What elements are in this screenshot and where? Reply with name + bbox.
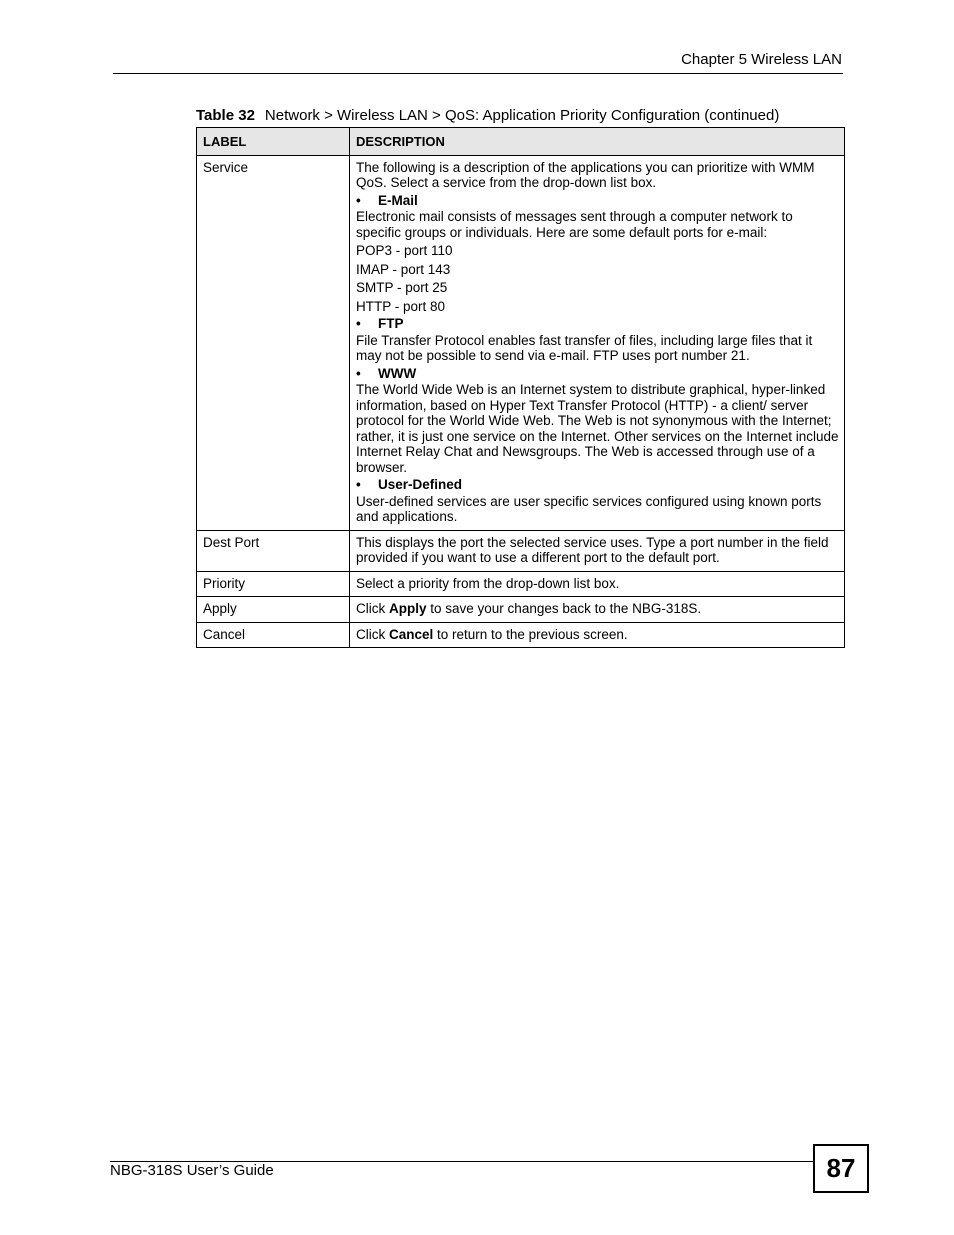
bullet-dot: • — [356, 365, 361, 381]
chapter-header: Chapter 5 Wireless LAN — [681, 51, 842, 68]
row-label-priority: Priority — [197, 571, 350, 597]
description-table — [196, 127, 845, 648]
apply-keyword: Apply — [389, 601, 427, 616]
page-number: 87 — [813, 1144, 869, 1193]
cancel-keyword: Cancel — [389, 626, 434, 642]
apply-text-post: to save your changes back to the NBG-318S. — [426, 601, 702, 616]
table-row — [197, 597, 845, 623]
www-description: The World Wide Web is an Internet system to distribute graphical, hyper-linked information, based on Hyper Text Transfer Protocol (HTTP) - a client/ server protocol for the World Wide Web. The Web is not synonymous with the Internet; rather, it is just one service on the Internet. Other services on the Internet include Internet Relay Chat and Newsgroups. The Web is accessed through use of a browser. — [356, 382, 839, 475]
bullet-title-user-defined: User-Defined — [378, 477, 463, 492]
bullet-ftp — [356, 316, 839, 332]
row-description-cancel — [350, 622, 845, 648]
row-label-cancel: Cancel — [197, 622, 350, 648]
label-column-header: LABEL — [197, 128, 350, 156]
bullet-title-email: E-Mail — [378, 192, 418, 208]
bullet-user-defined — [356, 477, 839, 493]
bullet-dot: • — [356, 477, 361, 492]
port-item: HTTP - port 80 — [356, 298, 446, 314]
user-defined-description: User-defined services are user specific services configured using known ports and applications. — [356, 493, 822, 524]
bullet-dot: • — [356, 192, 361, 208]
header-divider — [113, 73, 843, 74]
port-item: SMTP - port 25 — [356, 280, 448, 295]
bullet-title-www: WWW — [378, 365, 417, 381]
ftp-description: File Transfer Protocol enables fast transfer of files, including large files that it may not be possible to send via e-mail. FTP uses port number 21. — [356, 332, 813, 363]
table-title: Network > Wireless LAN > QoS: Application Priority Configuration (continued) — [264, 107, 780, 124]
row-description-priority: Select a priority from the drop-down list box. — [350, 571, 845, 597]
apply-text-pre: Click — [356, 601, 389, 616]
bullet-www — [356, 366, 839, 382]
bullet-title-ftp: FTP — [378, 316, 404, 331]
email-description: Electronic mail consists of messages sent through a computer network to specific groups or individuals. Here are some default ports for e-mail: — [356, 209, 793, 240]
description-column-header: DESCRIPTION — [350, 128, 845, 156]
row-description-dest-port: This displays the port the selected service uses. Type a port number in the field provided if you want to use a different port to the default port. — [350, 530, 845, 571]
table-row — [197, 622, 845, 648]
table-row — [197, 571, 845, 597]
table-number: Table 32 — [196, 107, 255, 124]
cancel-text-pre: Click — [356, 626, 389, 642]
row-description-service — [350, 155, 845, 530]
row-label-dest-port: Dest Port — [197, 530, 350, 571]
bullet-email — [356, 193, 839, 209]
guide-title: NBG-318S User’s Guide — [110, 1162, 274, 1179]
table-header-row — [197, 128, 845, 156]
table-row — [197, 530, 845, 571]
table-caption — [196, 107, 844, 125]
service-intro: The following is a description of the applications you can prioritize with WMM QoS. Select a service from the drop-down list box. — [356, 159, 815, 190]
table-row — [197, 155, 845, 530]
cancel-text-post: to return to the previous screen. — [433, 626, 628, 642]
row-label-apply: Apply — [197, 597, 350, 623]
port-item: IMAP - port 143 — [356, 261, 451, 277]
bullet-dot: • — [356, 316, 361, 331]
row-description-apply — [350, 597, 845, 623]
row-label-service: Service — [197, 155, 350, 530]
port-item: POP3 - port 110 — [356, 243, 453, 258]
